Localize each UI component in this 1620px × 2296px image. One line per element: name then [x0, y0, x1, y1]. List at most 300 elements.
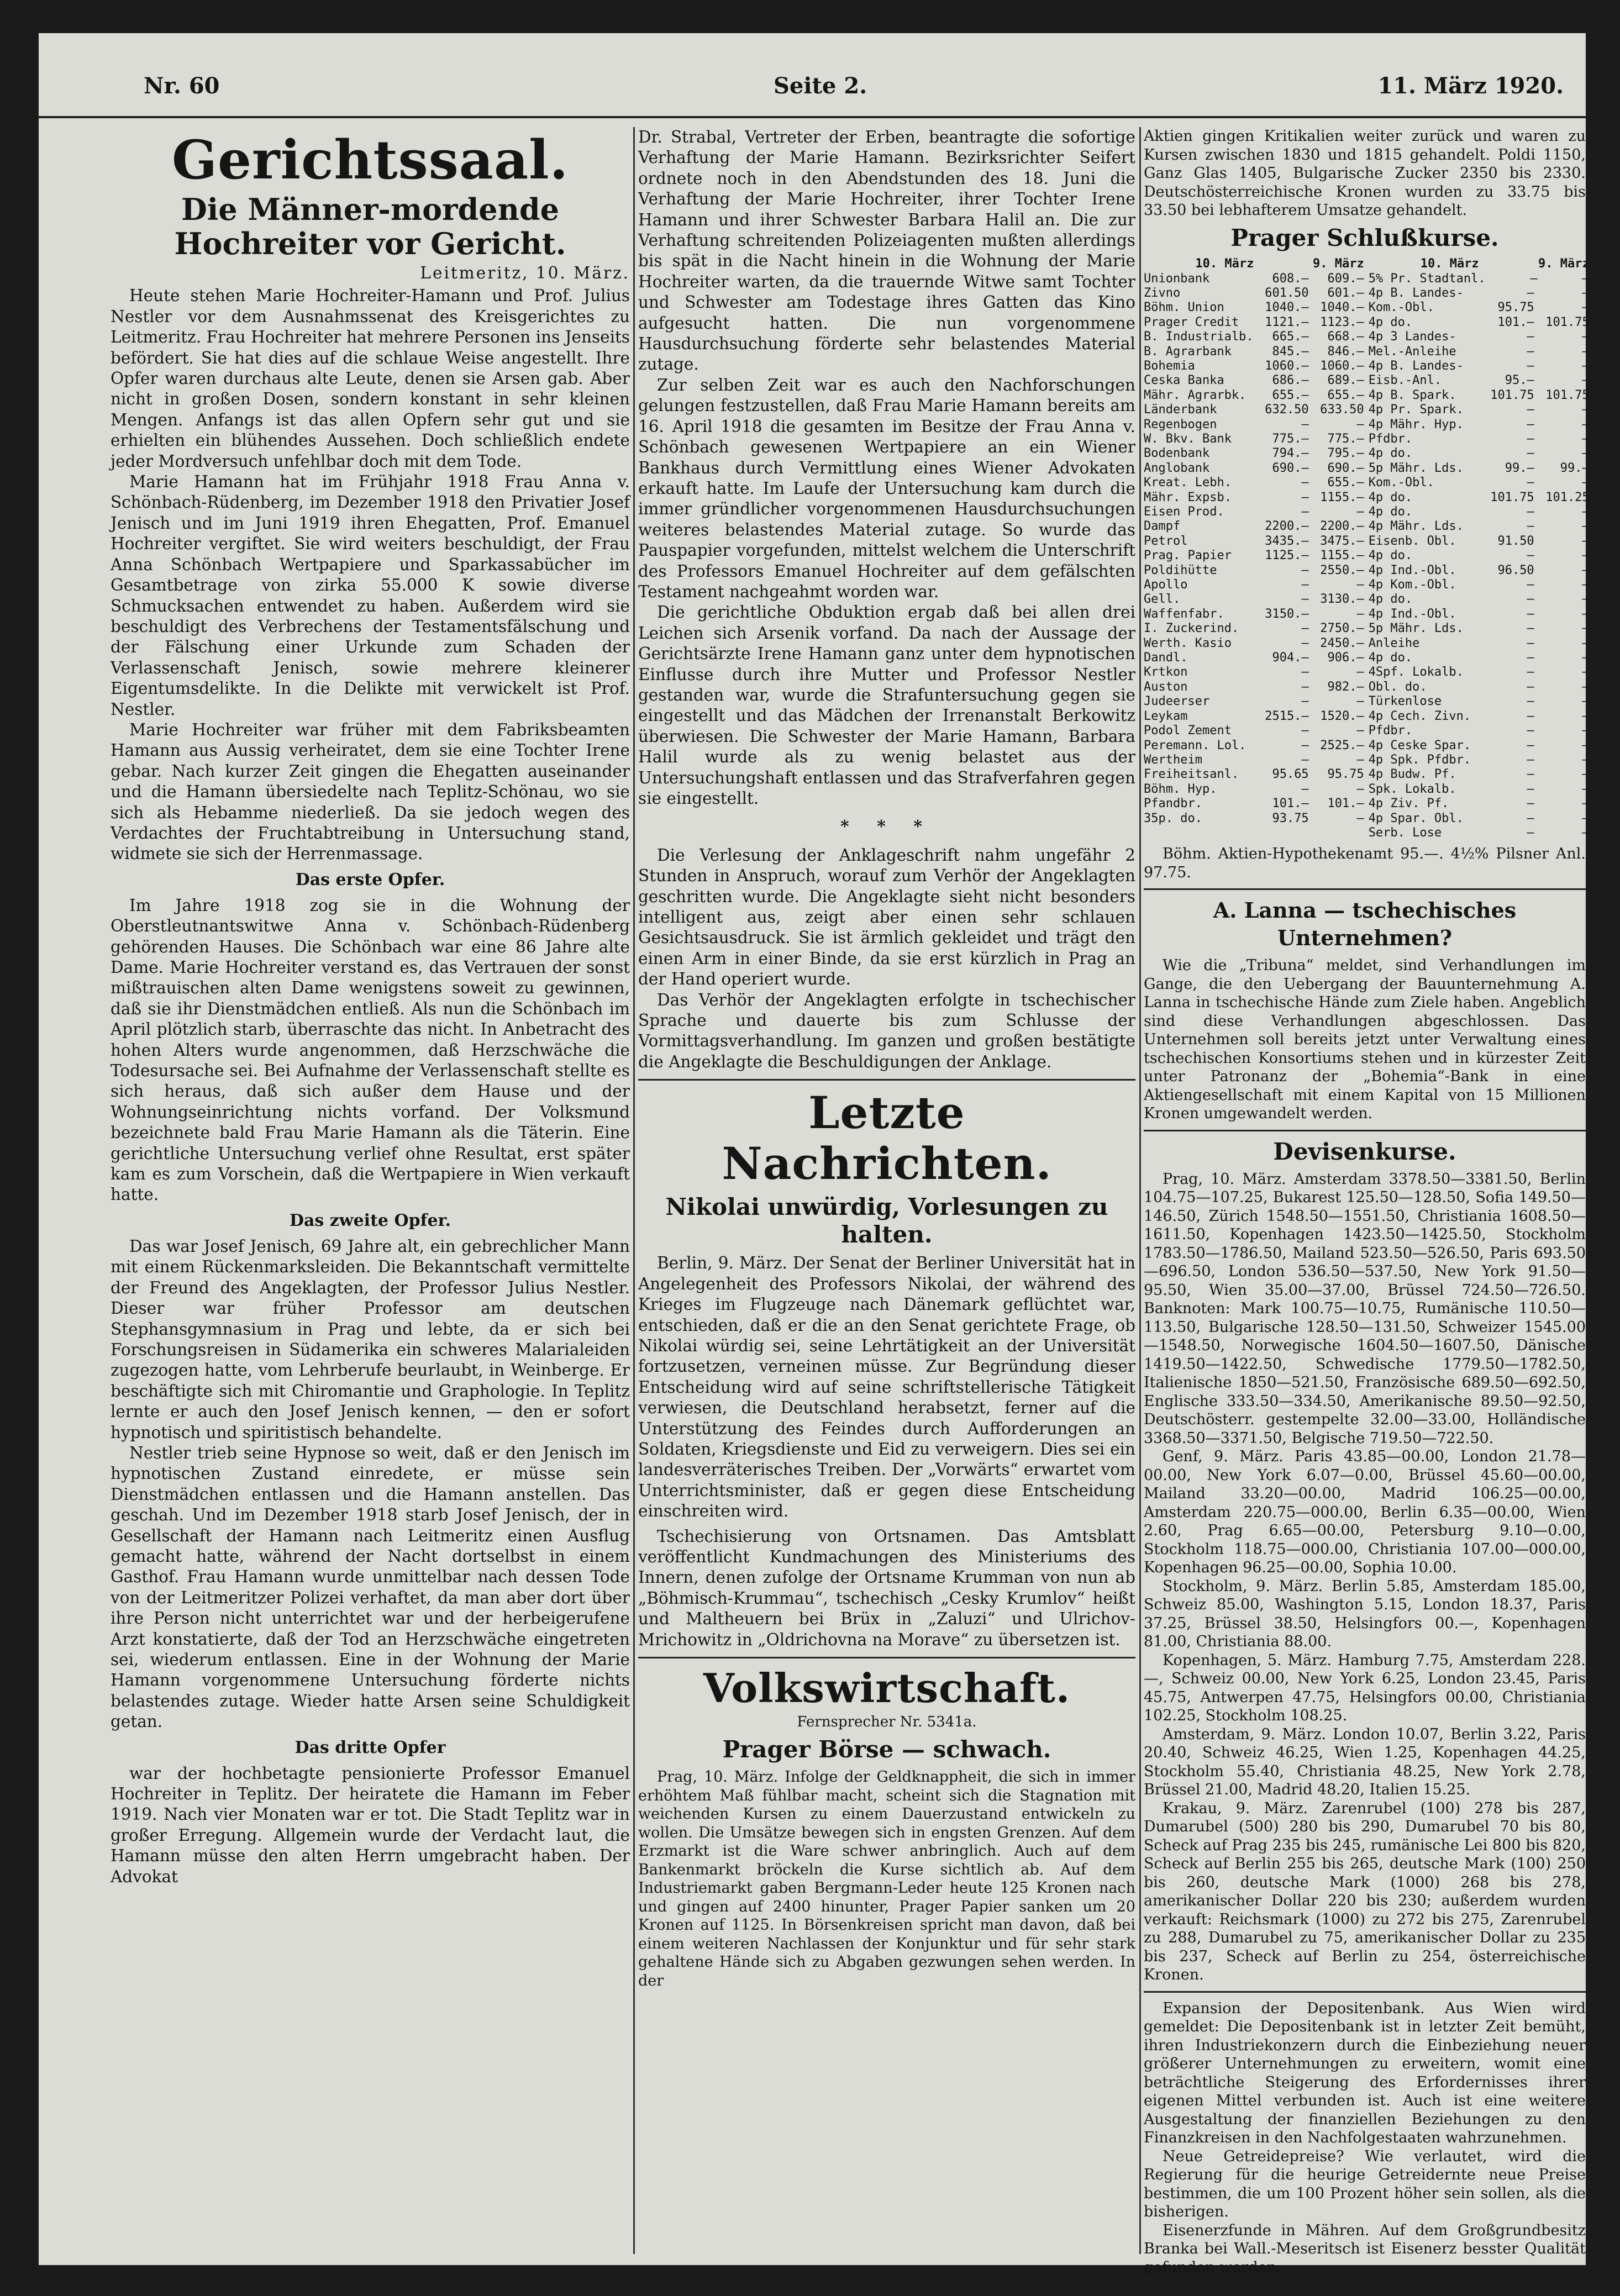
quote-row — [1144, 330, 1364, 344]
quote-value-prev: 95.75 — [1327, 767, 1364, 782]
quote-value-prev: 2750.— — [1320, 622, 1364, 636]
quote-value-prev: 99.— — [1560, 461, 1590, 475]
quote-value-prev: — — [1582, 636, 1590, 650]
quote-value-prev: — — [1582, 797, 1590, 811]
quote-name: 4p do. — [1368, 505, 1413, 519]
page-header — [39, 33, 1586, 118]
quote-row — [1369, 519, 1590, 534]
quote-value-prev: — — [1582, 417, 1590, 431]
quote-value-prev: — — [1356, 724, 1364, 738]
quote-value-prev: — — [1582, 680, 1590, 694]
quote-value-prev: — — [1582, 578, 1590, 592]
quote-name: 4p do. — [1368, 490, 1413, 504]
quote-value-prev: 1060.— — [1320, 359, 1364, 373]
quote-value-prev: — — [1582, 446, 1590, 461]
page-number: Seite 2. — [774, 73, 867, 99]
quote-value-prev: 1520.— — [1320, 709, 1364, 723]
quotes-right-col — [1364, 256, 1590, 841]
quote-value-today: — — [1301, 505, 1309, 519]
quotes-left-col — [1144, 256, 1364, 841]
quote-name: 4p do. — [1368, 651, 1413, 665]
quote-name: Dampf — [1144, 519, 1181, 534]
quote-value-today: 845.— — [1272, 344, 1309, 359]
quote-value-today: — — [1527, 286, 1534, 300]
article-dateline: Leitmeritz, 10. März. — [420, 264, 630, 282]
quote-value-prev: — — [1356, 752, 1364, 767]
quote-name: Anleihe — [1368, 636, 1420, 650]
quote-name: Gell. — [1144, 592, 1181, 607]
quote-name: Waffenfabr. — [1144, 607, 1224, 621]
quote-row — [1369, 301, 1590, 315]
quote-name: Ceska Banka — [1144, 373, 1224, 388]
quote-value-prev: — — [1356, 505, 1364, 519]
quote-name: 4p Pr. Spark. — [1368, 403, 1464, 417]
quote-value-today: 96.50 — [1497, 563, 1534, 577]
section-rule — [1144, 1130, 1586, 1131]
quote-row — [1144, 461, 1364, 476]
quote-value-prev: — — [1356, 811, 1364, 825]
news-paragraph: Berlin, 9. März. Der Senat der Berliner Universität hat in Angelegenheit des Professors Nikolai, der während des Krieges im Flugzeuge nach Dänemark geflüchtet war, entschieden, daß er die an den Senat gerichtete Frage, ob Nikolai würdig sei, seine Lehrtätigkeit an der Universität fortzusetzen, verneinen müsse. Zur Begründung dieser Entscheidung wird auf seine schriftstellerische Tätigkeit verwiesen, die Deutschland herabsetzt, ferner auf die Unterstützung des Feindes durch Aufforderungen an Soldaten, Kriegsdienste und Eid zu verweigern. Dies sei ein landesverräterisches Treiben. Der „Vorwärts“ erwartet vom Unterrichtsminister, daß er gegen diese Entscheidung einschreiten wird. — [638, 1254, 1135, 1521]
quote-value-today: 95.— — [1505, 373, 1534, 388]
quote-value-today: 101.— — [1272, 797, 1309, 811]
quote-row — [1144, 694, 1364, 709]
quote-value-prev: 609.— — [1327, 271, 1364, 286]
market-paragraph: Aktien gingen Kritikalien weiter zurück und waren zu Kursen zwischen 1830 und 1815 gehandelt. Poldi 1150, Ganz Glas 1405, Bulgarische Zucker 2350 bis 2330. Deutschösterreichische Kronen wurden zu 33.75 bis 33.50 bei lebhafterem Umsatze gehandelt. — [1144, 128, 1586, 219]
quote-value-prev: 2450.— — [1320, 636, 1364, 650]
quote-row — [1144, 301, 1364, 315]
article-paragraph: Dr. Strabal, Vertreter der Erben, beantragte die sofortige Verhaftung der Marie Hamann. Bezirksrichter Seifert ordnete noch in den Abendstunden des 18. Juni die Verhaftung der Marie Hochreiter, ihrer Tochter Irene Hamann und ihrer Schwester Barbara Halil an. Die zur Verhaftung schreitenden Polizeiagenten mußten allerdings bis spät in die Nacht hinein in die Wohnung der Marie Hochreiter warten, da die trauernde Witwe samt Tochter und Schwester am Todestage ihres Gatten das Kino aufgesucht hatten. Die nun vorgenommene Hausdurchsuchung förderte sehr belastendes Material zutage. — [638, 128, 1135, 374]
quote-row — [1144, 519, 1364, 534]
quote-value-prev: 775.— — [1327, 431, 1364, 446]
quote-name: Regenbogen — [1144, 417, 1217, 431]
quote-value-prev: 101.— — [1327, 797, 1364, 811]
quote-value-today: — — [1527, 825, 1534, 840]
quote-value-today: — — [1301, 622, 1309, 636]
quote-value-today: — — [1527, 578, 1534, 592]
quote-row — [1144, 622, 1364, 636]
quote-row — [1144, 359, 1364, 373]
quote-name: Obl. do. — [1368, 680, 1427, 694]
quote-value-prev: 795.— — [1327, 446, 1364, 461]
quote-row — [1144, 680, 1364, 694]
quote-name: 5p Mähr. Lds. — [1368, 461, 1464, 475]
quote-value-prev: 655.— — [1327, 388, 1364, 402]
devisen-paragraph: Kopenhagen, 5. März. Hamburg 7.75, Amsterdam 228.—, Schweiz 00.00, New York 6.25, London 23.45, Paris 45.75, Antwerpen 47.75, Helsingfors 00.00, Christiania 102.25, Stockholm 108.25. — [1144, 1651, 1586, 1725]
quote-value-today: — — [1301, 490, 1309, 504]
quotes-title: Prager Schlußkurse. — [1230, 224, 1499, 251]
quote-row — [1144, 578, 1364, 592]
section-stars: * * * — [840, 817, 933, 837]
devisen-title: Devisenkurse. — [1273, 1138, 1456, 1165]
quote-name: Krtkon — [1144, 665, 1188, 680]
quote-row — [1369, 826, 1590, 840]
lanna-paragraph: Wie die „Tribuna“ meldet, sind Verhandlungen im Gange, die den Uebergang der Bauunternehmung A. Lanna in tschechische Hände zum Ziele haben. Angeblich sind diese Verhandlungen abgeschlossen. Das Unternehmen soll bereits jetzt unter Verwaltung eines tschechischen Konsortiums stehen und in kürzester Zeit unter Patronanz der „Bohemia“-Bank in eine Aktiengesellschaft mit einem Kapital von 15 Millionen Kronen umgewandelt werden. — [1144, 957, 1586, 1123]
quote-value-today: 95.75 — [1497, 301, 1534, 315]
quote-row — [1369, 359, 1590, 373]
devisen-paragraph: Stockholm, 9. März. Berlin 5.85, Amsterdam 185.00, Schweiz 85.00, Washington 5.15, London 18.37, Paris 37.25, Brüssel 38.50, Helsingfors 00.—, Kopenhagen 81.00, Christiania 88.00. — [1144, 1577, 1586, 1651]
quote-value-today: — — [1301, 417, 1309, 431]
quote-row — [1369, 812, 1590, 826]
quote-name: Podol Zement — [1144, 724, 1232, 738]
quote-value-today: — — [1527, 476, 1534, 490]
quote-name: 4p 3 Landes- — [1368, 330, 1456, 344]
devisen-paragraph: Krakau, 9. März. Zarenrubel (100) 278 bis 287, Dumarubel (500) 280 bis 290, Dumarubel 70 bis 80, Scheck auf Prag 235 bis 245, rumänische Lei 800 bis 820, Scheck auf Berlin 255 bis 265, deutsche Mark (100) 250 bis 260, deutsche Mark (1000) 268 bis 278, amerikanischer Dollar 220 bis 230; außerdem wurden verkauft: Reichsmark (1000) zu 272 bis 275, Zarenrubel zu 288, Dumarubel zu 75, amerikanischer Dollar zu 235 bis 237, Scheck auf Berlin zu 254, österreichische Kronen. — [1144, 1799, 1586, 1984]
quote-value-today: — — [1527, 431, 1534, 446]
quote-name: 4p Ceske Spar. — [1368, 738, 1471, 752]
quote-name: Eisb.-Anl. — [1368, 373, 1442, 388]
quote-value-today: 1040.— — [1265, 301, 1309, 315]
quote-value-today: — — [1301, 636, 1309, 650]
quote-row — [1369, 272, 1590, 286]
quote-value-prev: — — [1582, 825, 1590, 840]
devisen-paragraph: Amsterdam, 9. März. London 10.07, Berlin 3.22, Paris 20.40, Schweiz 46.25, Wien 1.25, Kopenhagen 44.25, Stockholm 55.40, Christiania 48.25, New York 2.78, Brüssel 21.00, Madrid 48.20, Italien 15.25. — [1144, 1725, 1586, 1799]
article-paragraph: Im Jahre 1918 zog sie in die Wohnung der Oberstleutnantswitwe Anna v. Schönbach-Rüdenberg gehörenden Hauses. Die Schönbach war eine 86 Jahre alte Dame. Marie Hochreiter verstand es, das Vertrauen der sonst mißtrauischen alten Dame wenigstens soweit zu gewinnen, daß sie ihr Dienstmädchen entließ. Als nun die Schönbach im April plötzlich starb, überraschte das nicht. In Anbetracht des hohen Alters wurde angenommen, daß Herzschwäche die Todesursache sei. Bei Aufnahme der Verlassenschaft stellte es sich heraus, daß sich außer dem Hause und der Wohnungseinrichtung nichts vorfand. Der Volksmund bezeichnete bald Frau Marie Hamann als die Täterin. Eine gerichtliche Untersuchung verlief ohne Resultat, erst später kam es zum Vorschein, daß die Wertpapiere in Wien verkauft hatte. — [111, 896, 630, 1204]
section-title-court: Gerichtssaal. — [171, 129, 569, 191]
quote-row — [1369, 491, 1590, 505]
quote-name: 4p Cech. Zivn. — [1368, 709, 1471, 723]
quote-value-prev: — — [1356, 694, 1364, 709]
quote-row — [1144, 345, 1364, 359]
quote-value-prev: — — [1582, 505, 1590, 519]
quote-row — [1369, 622, 1590, 636]
issue-number: Nr. 60 — [144, 73, 220, 99]
article-subheading: Das zweite Opfer. — [289, 1210, 451, 1230]
article-paragraph: war der hochbetagte pensionierte Professor Emanuel Hochreiter in Teplitz. Der heiratete die Hamann im Feber 1919. Nach vier Monaten war er tot. Die Stadt Teplitz war in großer Erregung. Allgemein wurde der Verdacht laut, die Hamann müsse den alten Herrn umgebracht haben. Der Advokat — [111, 1763, 630, 1886]
quote-row — [1144, 373, 1364, 388]
article-subheading: Das dritte Opfer — [294, 1737, 446, 1757]
quote-name: Zivno — [1144, 286, 1181, 300]
article-headline: Die Männer-mordende Hochreiter vor Gericht. — [174, 192, 566, 261]
section-rule — [638, 1657, 1135, 1658]
quote-value-today: — — [1301, 592, 1309, 607]
quote-row — [1369, 315, 1590, 330]
quote-value-prev: — — [1582, 549, 1590, 563]
quote-value-prev: — — [1582, 738, 1590, 752]
quote-row — [1369, 446, 1590, 461]
quote-value-today: — — [1301, 782, 1309, 796]
quote-value-prev: — — [1582, 592, 1590, 607]
quote-value-prev: — — [1582, 767, 1590, 782]
economy-headline: Prager Börse — schwach. — [722, 1736, 1051, 1763]
quote-value-prev: — — [1582, 694, 1590, 709]
quote-name: Eisenb. Obl. — [1368, 534, 1456, 548]
quote-row — [1369, 373, 1590, 388]
article-paragraph: Die Verlesung der Anklageschrift nahm ungefähr 2 Stunden in Anspruch, worauf zum Verhör der Angeklagten geschritten wurde. Die Angeklagte sieht nicht besonders intelligent aus, zeigt aber einen sehr schlauen Gesichtsausdruck. Sie ist ärmlich gekleidet und trägt den einen Arm in einer Binde, da sie erst kürzlich in Prag an der Hand operiert wurde. — [638, 845, 1135, 989]
quote-name: 4p do. — [1368, 446, 1413, 461]
quote-name: Türkenlose — [1368, 694, 1442, 709]
quote-value-today: 655.— — [1272, 388, 1309, 402]
notes-paragraph: Neue Getreidepreise? Wie verlautet, wird die Regierung für die heurige Getreidernte neue Preise bestimmen, die um 100 Prozent höher sein sollen, als die bisherigen. — [1144, 2147, 1586, 2221]
quote-value-today: — — [1527, 738, 1534, 752]
quote-value-today: — — [1527, 403, 1534, 417]
article-paragraph: Die gerichtliche Obduktion ergab daß bei allen drei Leichen sich Arsenik vorfand. Da nach der Aussage der Gerichtsärzte Irene Hamann ganz unter dem hypnotischen Einflusse durch ihre Mutter und Professor Nestler gestanden war, wurde die Strafuntersuchung gegen sie eingestellt und das Mädchen der Irrenanstalt Berkowitz überwiesen. Die Schwester der Marie Hamann, Barbara Halil wurde als zu wenig belastet aus der Untersuchungshaft entlassen und das Strafverfahren gegen sie eingestellt. — [638, 603, 1135, 808]
quote-name: 4p Spar. Obl. — [1368, 811, 1464, 825]
quote-name: Anglobank — [1144, 461, 1210, 475]
quote-row — [1369, 461, 1590, 476]
quote-name: Länderbank — [1144, 403, 1217, 417]
quote-name: Mähr. Expsb. — [1144, 490, 1232, 504]
quote-name: Kreat. Lebh. — [1144, 476, 1232, 490]
quote-value-prev: — — [1356, 417, 1364, 431]
quote-name: Serb. Lose — [1368, 825, 1442, 840]
quote-row — [1144, 505, 1364, 519]
quotes-head: 10. März 9. März — [1195, 256, 1364, 271]
column-court-left — [111, 127, 630, 2254]
article-paragraph: Das war Josef Jenisch, 69 Jahre alt, ein gebrechlicher Mann mit einem Rückenmarksleiden. Die Bekanntschaft vermittelte der Freund des Angeklagten, der Professor Julius Nestler. Dieser war früher Professor am deutschen Stephansgymnasium in Prag und lebte, da er sich bei Forschungsreisen in Südamerika ein schweres Malarialeiden zugezogen hatte, vom Lehrberufe beurlaubt, in Weinberge. Er beschäftigte sich mit Chiromantie und Graphologie. In Teplitz lernte er auch den Josef Jenisch kennen, — den er sofort hypnotisch und spiritistisch behandelte. — [111, 1236, 630, 1442]
quote-value-today: — — [1527, 505, 1534, 519]
quote-row — [1369, 665, 1590, 680]
quote-value-prev: — — [1582, 519, 1590, 534]
quote-row — [1369, 753, 1590, 767]
quote-name: Prager Credit — [1144, 315, 1239, 329]
quote-value-prev: — — [1356, 782, 1364, 796]
quote-value-prev: — — [1582, 534, 1590, 548]
quote-value-today: 686.— — [1272, 373, 1309, 388]
economy-paragraph: Prag, 10. März. Infolge der Geldknappheit, die sich in immer erhöhtem Maß fühlbar macht, scheint sich die Stagnation mit weichenden Kursen zu einem Dauerzustand entwickeln zu wollen. Die Umsätze bewegen sich in engsten Grenzen. Auf dem Erzmarkt ist die Ware schwer anbringlich. Auch auf dem Bankenmarkt bröckeln die Kurse sichtlich ab. Auf dem Industriemarkt gaben Bergmann-Leder heute 125 Kronen nach und gingen auf 2400 hinunter, Prager Papier sanken um 20 Kronen auf 1125. In Börsenkreisen spricht man davon, daß bei einem weiteren Nachlassen der Konjunktur und für sehr stark gehaltene Hände sich zu Abgaben gezwungen sehen werden. In der — [638, 1768, 1135, 1989]
quote-row — [1369, 724, 1590, 738]
quote-name: Wertheim — [1144, 752, 1202, 767]
quote-value-today: 3435.— — [1265, 534, 1309, 548]
quote-name: I. Zuckerind. — [1144, 622, 1239, 636]
quote-value-prev: 601.— — [1327, 286, 1364, 300]
quote-name: 4p do. — [1368, 549, 1413, 563]
quote-value-today: — — [1301, 694, 1309, 709]
quote-name: Eisen Prod. — [1144, 505, 1224, 519]
quote-value-prev: — — [1582, 782, 1590, 796]
quote-value-today: — — [1527, 330, 1534, 344]
quote-value-today: — — [1301, 752, 1309, 767]
quote-name: Auston — [1144, 680, 1188, 694]
quotes-note: Böhm. Aktien-Hypothekenamt 95.—. 4½% Pilsner Anl. 97.75. — [1144, 845, 1586, 881]
article-paragraph: Das Verhör der Angeklagten erfolgte in tschechischer Sprache und dauerte bis zum Schlusse der Vormittagsverhandlung. Im ganzen und großen bestätigte die Angeklagte die Beschuldigungen der Anklage. — [638, 990, 1135, 1071]
section-rule — [638, 1079, 1135, 1081]
quote-row — [1369, 432, 1590, 446]
quote-value-prev: 1123.— — [1320, 315, 1364, 329]
quote-row — [1144, 272, 1364, 286]
quote-value-today: 101.75 — [1490, 388, 1534, 402]
quote-value-prev: — — [1582, 651, 1590, 665]
quote-value-prev: 982.— — [1327, 680, 1364, 694]
news-paragraph: Tschechisierung von Ortsnamen. Das Amtsblatt veröffentlicht Kundmachungen des Ministeriums des Innern, denen zufolge der Ortsname Krumman von nun ab „Böhmisch-Krummau“, tschechisch „Cesky Krumlov“ heißt und Maltheuern bei Brüx in „Zaluzi“ und Ulrichov-Mrichowitz in „Oldrichovna na Morave“ zu übersetzen ist. — [638, 1526, 1135, 1649]
quote-row — [1144, 782, 1364, 797]
quote-name: 5% Pr. Stadtanl. — [1368, 271, 1486, 286]
quote-row — [1369, 564, 1590, 578]
quote-row — [1144, 607, 1364, 622]
economy-phone: Fernsprecher Nr. 5341a. — [797, 1714, 977, 1730]
quote-row — [1144, 534, 1364, 549]
quote-row — [1369, 782, 1590, 797]
quote-value-prev: — — [1582, 359, 1590, 373]
quote-row — [1369, 549, 1590, 563]
quote-row — [1369, 694, 1590, 709]
quote-value-today: 608.— — [1272, 271, 1309, 286]
quote-value-today: — — [1527, 607, 1534, 621]
quote-value-prev: — — [1356, 607, 1364, 621]
quote-value-today: 93.75 — [1272, 811, 1309, 825]
quote-row — [1369, 797, 1590, 811]
quote-value-prev: 101.75 — [1545, 315, 1590, 329]
quote-name: 4Spf. Lokalb. — [1368, 665, 1464, 680]
quote-value-today: 904.— — [1272, 651, 1309, 665]
quote-value-today: — — [1527, 636, 1534, 650]
quote-name: W. Bkv. Bank — [1144, 431, 1232, 446]
section-title-economy: Volkswirtschaft. — [703, 1665, 1071, 1712]
quotes-right-rows — [1369, 272, 1590, 841]
quote-value-prev: — — [1582, 665, 1590, 680]
quotes-table — [1144, 256, 1590, 841]
quote-row — [1144, 549, 1364, 563]
article-subheading: Das erste Opfer. — [295, 870, 445, 889]
article-paragraph: Marie Hochreiter war früher mit dem Fabriksbeamten Hamann aus Aussig verheiratet, dem sie eine Tochter Irene gebar. Nach kurzer Zeit gingen die Ehegatten auseinander und die Hamann übersiedelte nach Teplitz-Schönau, wo sie sich als Hebamme niederließ. Da sie jedoch wegen des Verdachtes der Fruchtabtreibung in Untersuchung stand, widmete sie sich der Herrenmassage. — [111, 720, 630, 863]
quote-value-prev: — — [1582, 811, 1590, 825]
quote-row — [1144, 564, 1364, 578]
quote-row — [1369, 476, 1590, 490]
quote-value-today: — — [1527, 767, 1534, 782]
quote-value-today: — — [1527, 592, 1534, 607]
quote-row — [1369, 767, 1590, 782]
quote-row — [1144, 491, 1364, 505]
quote-row — [1144, 724, 1364, 738]
quote-value-today: 2515.— — [1265, 709, 1309, 723]
quote-value-today: — — [1527, 651, 1534, 665]
quote-value-prev: — — [1582, 563, 1590, 577]
quote-name: 35p. do. — [1144, 811, 1202, 825]
quote-value-prev: 101.75 — [1545, 388, 1590, 402]
quote-value-prev: — — [1582, 622, 1590, 636]
quote-name: Peremann. Lol. — [1144, 738, 1246, 752]
quote-name: Werth. Kasio — [1144, 636, 1232, 650]
quote-value-today: 1125.— — [1265, 549, 1309, 563]
quote-value-prev: 2200.— — [1320, 519, 1364, 534]
quote-value-today: — — [1527, 549, 1534, 563]
devisen-paragraph: Prag, 10. März. Amsterdam 3378.50—3381.50, Berlin 104.75—107.25, Bukarest 125.50—128.50, Sofia 149.50—146.50, Zürich 1548.50—1551.50, Christiania 1608.50—1611.50, Kopenhagen 1423.50—1425.50, Stockholm 1783.50—1786.50, Mailand 523.50—526.50, Paris 693.50—696.50, London 536.50—537.50, New York 91.50—95.50, Wien 35.00—37.00, Brüssel 724.50—726.50. Banknoten: Mark 100.75—10.75, Rumänische 110.50—113.50, Bulgarische 128.50—131.50, Schweizer 1545.00—1548.50, Norwegische 1604.50—1607.50, Dänische 1419.50—1422.50, Schwedische 1779.50—1782.50, Italienische 1850—521.50, Französische 689.50—692.50, Englische 333.50—334.50, Amerikanische 89.50—92.50, Deutschösterr. gestempelte 32.00—33.00, Holländische 3368.50—3371.50, Belgische 719.50—722.50. — [1144, 1170, 1586, 1447]
quote-value-today: — — [1530, 271, 1538, 286]
quote-row — [1369, 680, 1590, 694]
quote-row — [1369, 505, 1590, 519]
quote-name: Petrol — [1144, 534, 1188, 548]
quote-name: Dandl. — [1144, 651, 1188, 665]
quote-name: 5p Mähr. Lds. — [1368, 622, 1464, 636]
quote-name: Apollo — [1144, 578, 1188, 592]
quote-value-today: — — [1301, 476, 1309, 490]
quote-value-today: 1121.— — [1265, 315, 1309, 329]
quote-name: Pfandbr. — [1144, 797, 1202, 811]
quote-row — [1144, 797, 1364, 811]
quote-row — [1144, 432, 1364, 446]
quote-name: 4p Mähr. Hyp. — [1368, 417, 1464, 431]
quote-name: Poldihütte — [1144, 563, 1217, 577]
quotes-left-rows — [1144, 272, 1364, 826]
article-paragraph: Heute stehen Marie Hochreiter-Hamann und Prof. Julius Nestler vor dem Ausnahmssenat des Kreisgerichtes zu Leitmeritz. Frau Hochreiter hat mehrere Personen ins Jenseits befördert. Sie hat dies auf die schlaue Weise angestellt. Ihre Opfer waren durchaus alte Leute, denen sie Arsen gab. Aber nicht in großen Dosen, sondern konstant in sehr kleinen Mengen. Anfangs ist das allen Opfern sehr gut und sie erhielten ein blühendes Aussehen. Doch schließlich endete jeder Mordversuch unfehlbar doch mit dem Tode. — [111, 286, 630, 471]
quote-row — [1369, 330, 1590, 344]
quote-row — [1369, 418, 1590, 432]
quote-value-prev: 1155.— — [1320, 490, 1364, 504]
quote-value-prev: 633.50 — [1320, 403, 1364, 417]
notes-paragraph: Expansion der Depositenbank. Aus Wien wird gemeldet: Die Depositenbank ist in letzter Zeit bemüht, ihren Industriekonzern durch die Einbeziehung neuer größerer Unternehmungen zu erweitern, womit eine beträchtliche Steigerung des Erfordernisses ihrer eigenen Mittel verbunden ist. Auch ist eine weitere Ausgestaltung der finanziellen Beziehungen zu den Finanzkreisen in den Nachfolgestaaten wahrzunehmen. — [1144, 1999, 1586, 2147]
quote-value-today: 91.50 — [1497, 534, 1534, 548]
issue-date: 11. März 1920. — [1377, 73, 1564, 99]
quote-value-prev: — — [1582, 301, 1590, 315]
quote-name: Bodenbank — [1144, 446, 1210, 461]
quote-value-today: — — [1527, 359, 1534, 373]
quote-row — [1369, 403, 1590, 417]
quote-row — [1369, 651, 1590, 665]
quote-value-prev: 1040.— — [1320, 301, 1364, 315]
quote-name: Freiheitsanl. — [1144, 767, 1239, 782]
quote-value-today: — — [1527, 694, 1534, 709]
quote-row — [1144, 286, 1364, 301]
quote-value-today: 690.— — [1272, 461, 1309, 475]
quote-value-prev: 906.— — [1327, 651, 1364, 665]
quote-value-today: 101.— — [1497, 315, 1534, 329]
quote-value-today: — — [1527, 417, 1534, 431]
quote-name: Pfdbr. — [1368, 724, 1413, 738]
quote-name: 4p Ind.-Obl. — [1368, 607, 1456, 621]
quote-name: Bohemia — [1144, 359, 1195, 373]
column-divider — [633, 127, 635, 2254]
quote-name: 4p B. Landes- — [1368, 286, 1464, 300]
section-title-news: Letzte Nachrichten. — [722, 1087, 1052, 1190]
quote-row — [1144, 636, 1364, 651]
quote-value-prev: — — [1582, 709, 1590, 723]
notes-paragraph: Eisenerzfunde in Mähren. Auf dem Großgrundbesitz Branka bei Wall.-Meseritsch ist Eisenerz besster Qualität gefunden worden. — [1144, 2221, 1586, 2276]
quote-row — [1144, 709, 1364, 724]
quote-name: Judeerser — [1144, 694, 1210, 709]
quote-value-today: 3150.— — [1265, 607, 1309, 621]
quote-row — [1144, 388, 1364, 403]
quote-value-today: — — [1527, 622, 1534, 636]
quote-row — [1369, 709, 1590, 724]
quote-name: Spk. Lokalb. — [1368, 782, 1456, 796]
section-rule — [1144, 888, 1586, 890]
quote-row — [1369, 286, 1590, 301]
quote-value-today: — — [1527, 446, 1534, 461]
quote-value-today: — — [1527, 752, 1534, 767]
quote-row — [1144, 767, 1364, 782]
article-paragraph: Zur selben Zeit war es auch den Nachforschungen gelungen festzustellen, daß Frau Marie Hamann bereits am 16. April 1918 die gesamten im Besitze der Frau Anna v. Schönbach gewesenen Wertpapiere an ein Wiener Bankhaus durch Vermittlung eines Wiener Advokaten erkauft hatte. Im Laufe der Untersuchung kam durch die immer gründlicher vorgenommenen Hausdurchsuchungen weiteres belastendes Material zutage. So wurde das Pauspapier vorgefunden, mittelst welchem die Unterschrift des Professors Emanuel Hochreiter auf dem gefälschten Testament nachgeahmt worden war. — [638, 375, 1135, 601]
column-divider — [1139, 127, 1141, 2254]
quote-name: 4p do. — [1368, 592, 1413, 607]
quote-name: 4p Budw. Pf. — [1368, 767, 1456, 782]
quote-value-prev: 3130.— — [1320, 592, 1364, 607]
column-right — [1144, 127, 1590, 2276]
quote-value-today: — — [1301, 665, 1309, 680]
quote-value-prev: — — [1582, 373, 1590, 388]
quote-name: Böhm. Union — [1144, 301, 1224, 315]
quote-name: Prag. Papier — [1144, 549, 1232, 563]
quote-value-prev: 2550.— — [1320, 563, 1364, 577]
quote-row — [1144, 418, 1364, 432]
quote-value-prev: 1155.— — [1320, 549, 1364, 563]
quote-row — [1369, 388, 1590, 403]
quote-row — [1144, 446, 1364, 461]
quote-value-prev: 655.— — [1327, 476, 1364, 490]
quote-value-today: — — [1527, 519, 1534, 534]
column-middle — [638, 127, 1135, 2254]
quote-value-today: — — [1527, 665, 1534, 680]
quote-value-prev: — — [1582, 476, 1590, 490]
quote-name: Leykam — [1144, 709, 1188, 723]
article-paragraph: Marie Hamann hat im Frühjahr 1918 Frau Anna v. Schönbach-Rüdenberg, im Dezember 1918 den Privatier Josef Jenisch und im Juni 1919 ihren Ehegatten, Prof. Emanuel Hochreiter vergiftet. Sie wird weiters beschuldigt, der Frau Anna Schönbach Wertpapiere und Sparkassabücher im Gesamtbetrage von zirka 55.000 K sowie diverse Schmucksachen entwendet zu haben. Außerdem wird sie beschuldigt des Verbrechens der Testamentsfälschung und der Fälschung einer Urkunde zum Schaden der Verlassenschaft Jenisch, sowie mehrere kleinerer Eigentumsdelikte. In die Delikte mit verwickelt ist Prof. Nestler. — [111, 472, 630, 719]
quote-name: 4p Ziv. Pf. — [1368, 797, 1449, 811]
quote-value-today: — — [1527, 811, 1534, 825]
quote-value-today: 2200.— — [1265, 519, 1309, 534]
quote-row — [1369, 607, 1590, 622]
quote-row — [1369, 534, 1590, 549]
article-paragraph: Nestler trieb seine Hypnose so weit, daß er den Jenisch im hypnotischen Zustand einredete, er müsse sein Dienstmädchen entlassen und die Hamann anstellen. Das geschah. Und im Dezember 1918 starb Josef Jenisch, der in Gesellschaft der Hamann nach Leitmeritz einen Ausflug gemacht hatte, während der Nacht dortselbst in einem Gasthof. Frau Hamann wurde unmittelbar nach dessen Tode von der Leitmeritzer Polizei verhaftet, da man aber dort über ihre Person nicht unterrichtet war und der herbeigerufene Arzt konstatierte, daß der Tod an Herzschwäche eingetreten sei, wiederum entlassen. Eine in der Wohnung der Marie Hamann vorgenommene Untersuchung förderte nichts belastendes zutage. Wieder hatte Arsen seine Schuldigkeit getan. — [111, 1443, 630, 1731]
quote-value-today: — — [1527, 680, 1534, 694]
quote-row — [1369, 739, 1590, 753]
